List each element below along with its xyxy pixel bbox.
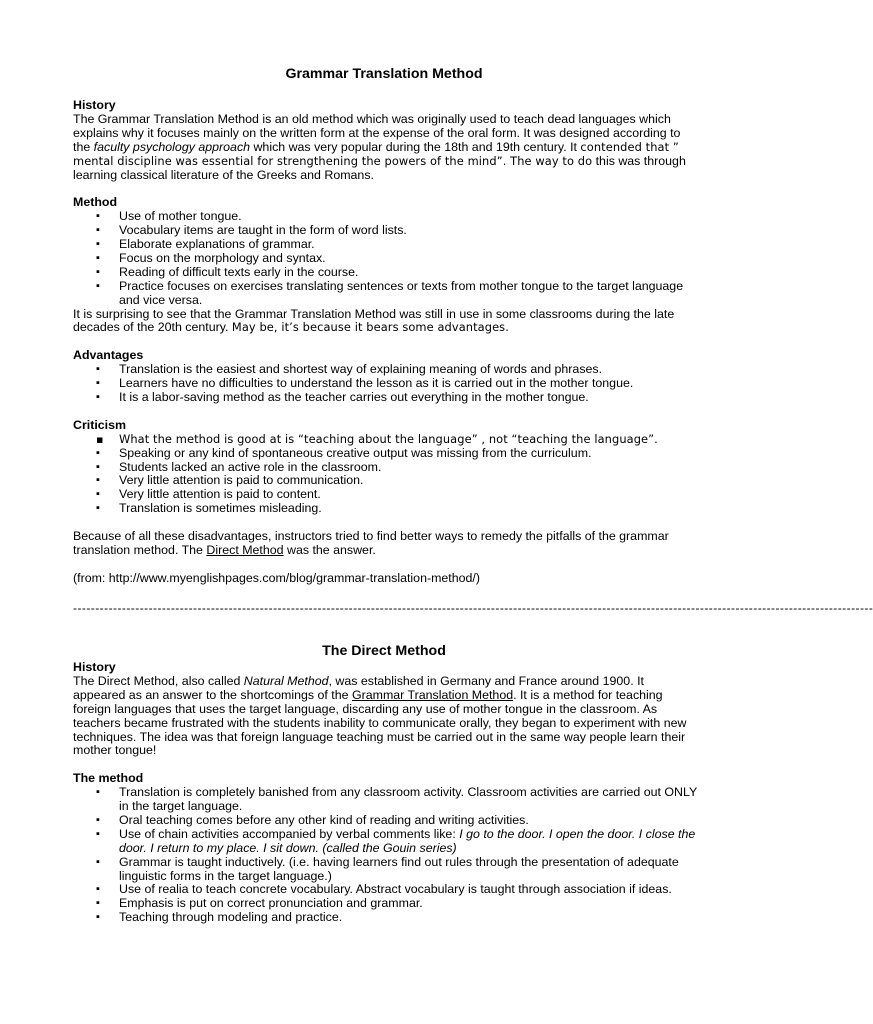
- list-item: ▪ Vocabulary items are taught in the form of word lists.: [73, 224, 697, 238]
- grammar-translation-link[interactable]: Grammar Translation Method: [351, 687, 514, 702]
- gtm-closing-a: Because of all these disadvantages, instructors tried to find better ways to remedy the pitfalls of the grammar translation method. The: [73, 529, 669, 557]
- list-item: ▪ Translation is completely banished from any classroom activity. Classroom activities are carried out ONLY in the target language.: [73, 786, 697, 814]
- list-item: ▪ Reading of difficult texts early in the course.: [73, 266, 697, 280]
- dm-section: [73, 661, 697, 925]
- list-item: ▪ Use of mother tongue.: [73, 210, 697, 224]
- gtm-history-text-d: this was through learning classical literature of the Greeks and Romans.: [73, 153, 686, 182]
- list-item: ▪ Very little attention is paid to communication.: [73, 474, 697, 488]
- gtm-closing-paragraph: [73, 530, 697, 558]
- list-item: ▪ Emphasis is put on correct pronunciation and grammar.: [73, 897, 697, 911]
- dm-history-paragraph: [73, 675, 697, 758]
- list-item: ▪ Translation is sometimes misleading.: [73, 502, 697, 516]
- dm-history-heading: History: [73, 660, 116, 674]
- dm-history-a: The Direct Method, also called: [73, 673, 244, 688]
- gtm-history-paragraph: [73, 113, 697, 183]
- list-item: ▪ Use of realia to teach concrete vocabulary. Abstract vocabulary is taught through association if ideas.: [73, 883, 697, 897]
- list-item: ▪ Practice focuses on exercises translating sentences or texts from mother tongue to the target language and vice versa.: [73, 280, 697, 308]
- gtm-title: Grammar Translation Method: [285, 66, 483, 82]
- dm-history-italic: Natural Method: [243, 673, 329, 688]
- gtm-closing-b: was the answer.: [283, 542, 376, 557]
- list-item: ▪ Focus on the morphology and syntax.: [73, 252, 697, 266]
- list-item: ▪ What the method is good at is “teaching about the language” , not “teaching the language”.: [73, 433, 697, 447]
- gtm-advantages-list: [73, 363, 697, 405]
- gtm-history-italic: faculty psychology approach: [93, 139, 251, 154]
- list-item: ▪ Teaching through modeling and practice.: [73, 911, 697, 925]
- list-item: ▪ Speaking or any kind of spontaneous creative output was missing from the curriculum.: [73, 447, 697, 461]
- gtm-method-after-b: May be, it’s because it bears some advantages.: [231, 320, 509, 335]
- dm-history-c: . It is a method for teaching foreign languages that uses the target language, discarding any use of mother tongue in the classroom. As teachers became frustrated with the students inability to communicate orally, they began to experiment with new techniques. The idea was that foreign language teaching must be carried out in the same way people learn their mother tongue!: [73, 687, 687, 758]
- list-item: [73, 828, 697, 856]
- dm-method-item3-a: Use of chain activities accompanied by verbal comments like:: [119, 826, 460, 841]
- dm-history-b: , was established in Germany and France around 1900. It appeared as an answer to the shortcomings of the: [73, 673, 644, 702]
- gtm-source: (from: http://www.myenglishpages.com/blog/grammar-translation-method/): [73, 570, 480, 585]
- dm-method-list: [73, 786, 697, 925]
- list-item: ▪ Grammar is taught inductively. (i.e. having learners find out rules through the presentation of adequate linguistic forms in the target language.): [73, 856, 697, 884]
- gtm-history-text-a: The Grammar Translation Method is an old method which was originally used to teach dead languages which explains why it focuses mainly on the written form at the expense of the oral form. It was designed according to the: [73, 111, 681, 154]
- gtm-method-heading: Method: [73, 195, 118, 210]
- list-item: ▪ It is a labor-saving method as the teacher carries out everything in the mother tongue.: [73, 391, 697, 405]
- gtm-history-text-b: which was very popular during the 18th and 19th century. It: [250, 139, 581, 154]
- gtm-advantages-heading: Advantages: [73, 348, 144, 363]
- gtm-criticism-heading: Criticism: [73, 417, 127, 432]
- gtm-section: [73, 99, 697, 586]
- dm-method-item3-italic: I go to the door. I open the door. I close the door. I return to my place. I sit down. (called the Gouin series): [119, 826, 696, 855]
- direct-method-link[interactable]: Direct Method: [206, 542, 284, 557]
- list-item: ▪ Very little attention is paid to content.: [73, 488, 697, 502]
- list-item: ▪ Learners have no difficulties to understand the lesson as it is carried out in the mother tongue.: [73, 377, 697, 391]
- gtm-criticism-list: [73, 433, 697, 516]
- list-item: ▪ Oral teaching comes before any other kind of reading and writing activities.: [73, 814, 697, 828]
- gtm-method-after: [73, 308, 697, 336]
- dm-title: The Direct Method: [322, 643, 446, 659]
- list-item: ▪ Students lacked an active role in the classroom.: [73, 461, 697, 475]
- section-divider: ------------------------------------------------------------------------------------------------------------------------------------------------------------------------------------: [73, 601, 873, 615]
- gtm-method-list: [73, 210, 697, 307]
- gtm-history-heading: History: [73, 98, 116, 112]
- dm-method-heading: The method: [73, 771, 144, 786]
- list-item: ▪ Translation is the easiest and shortest way of explaining meaning of words and phrases.: [73, 363, 697, 377]
- list-item: ▪ Elaborate explanations of grammar.: [73, 238, 697, 252]
- gtm-history-text-c: contended that ” mental discipline was essential for strengthening the powers of the mind”. The way to do: [73, 139, 679, 168]
- gtm-method-after-a: It is surprising to see that the Grammar Translation Method was still in use in some classrooms during the late decades of the 20th century.: [73, 306, 675, 335]
